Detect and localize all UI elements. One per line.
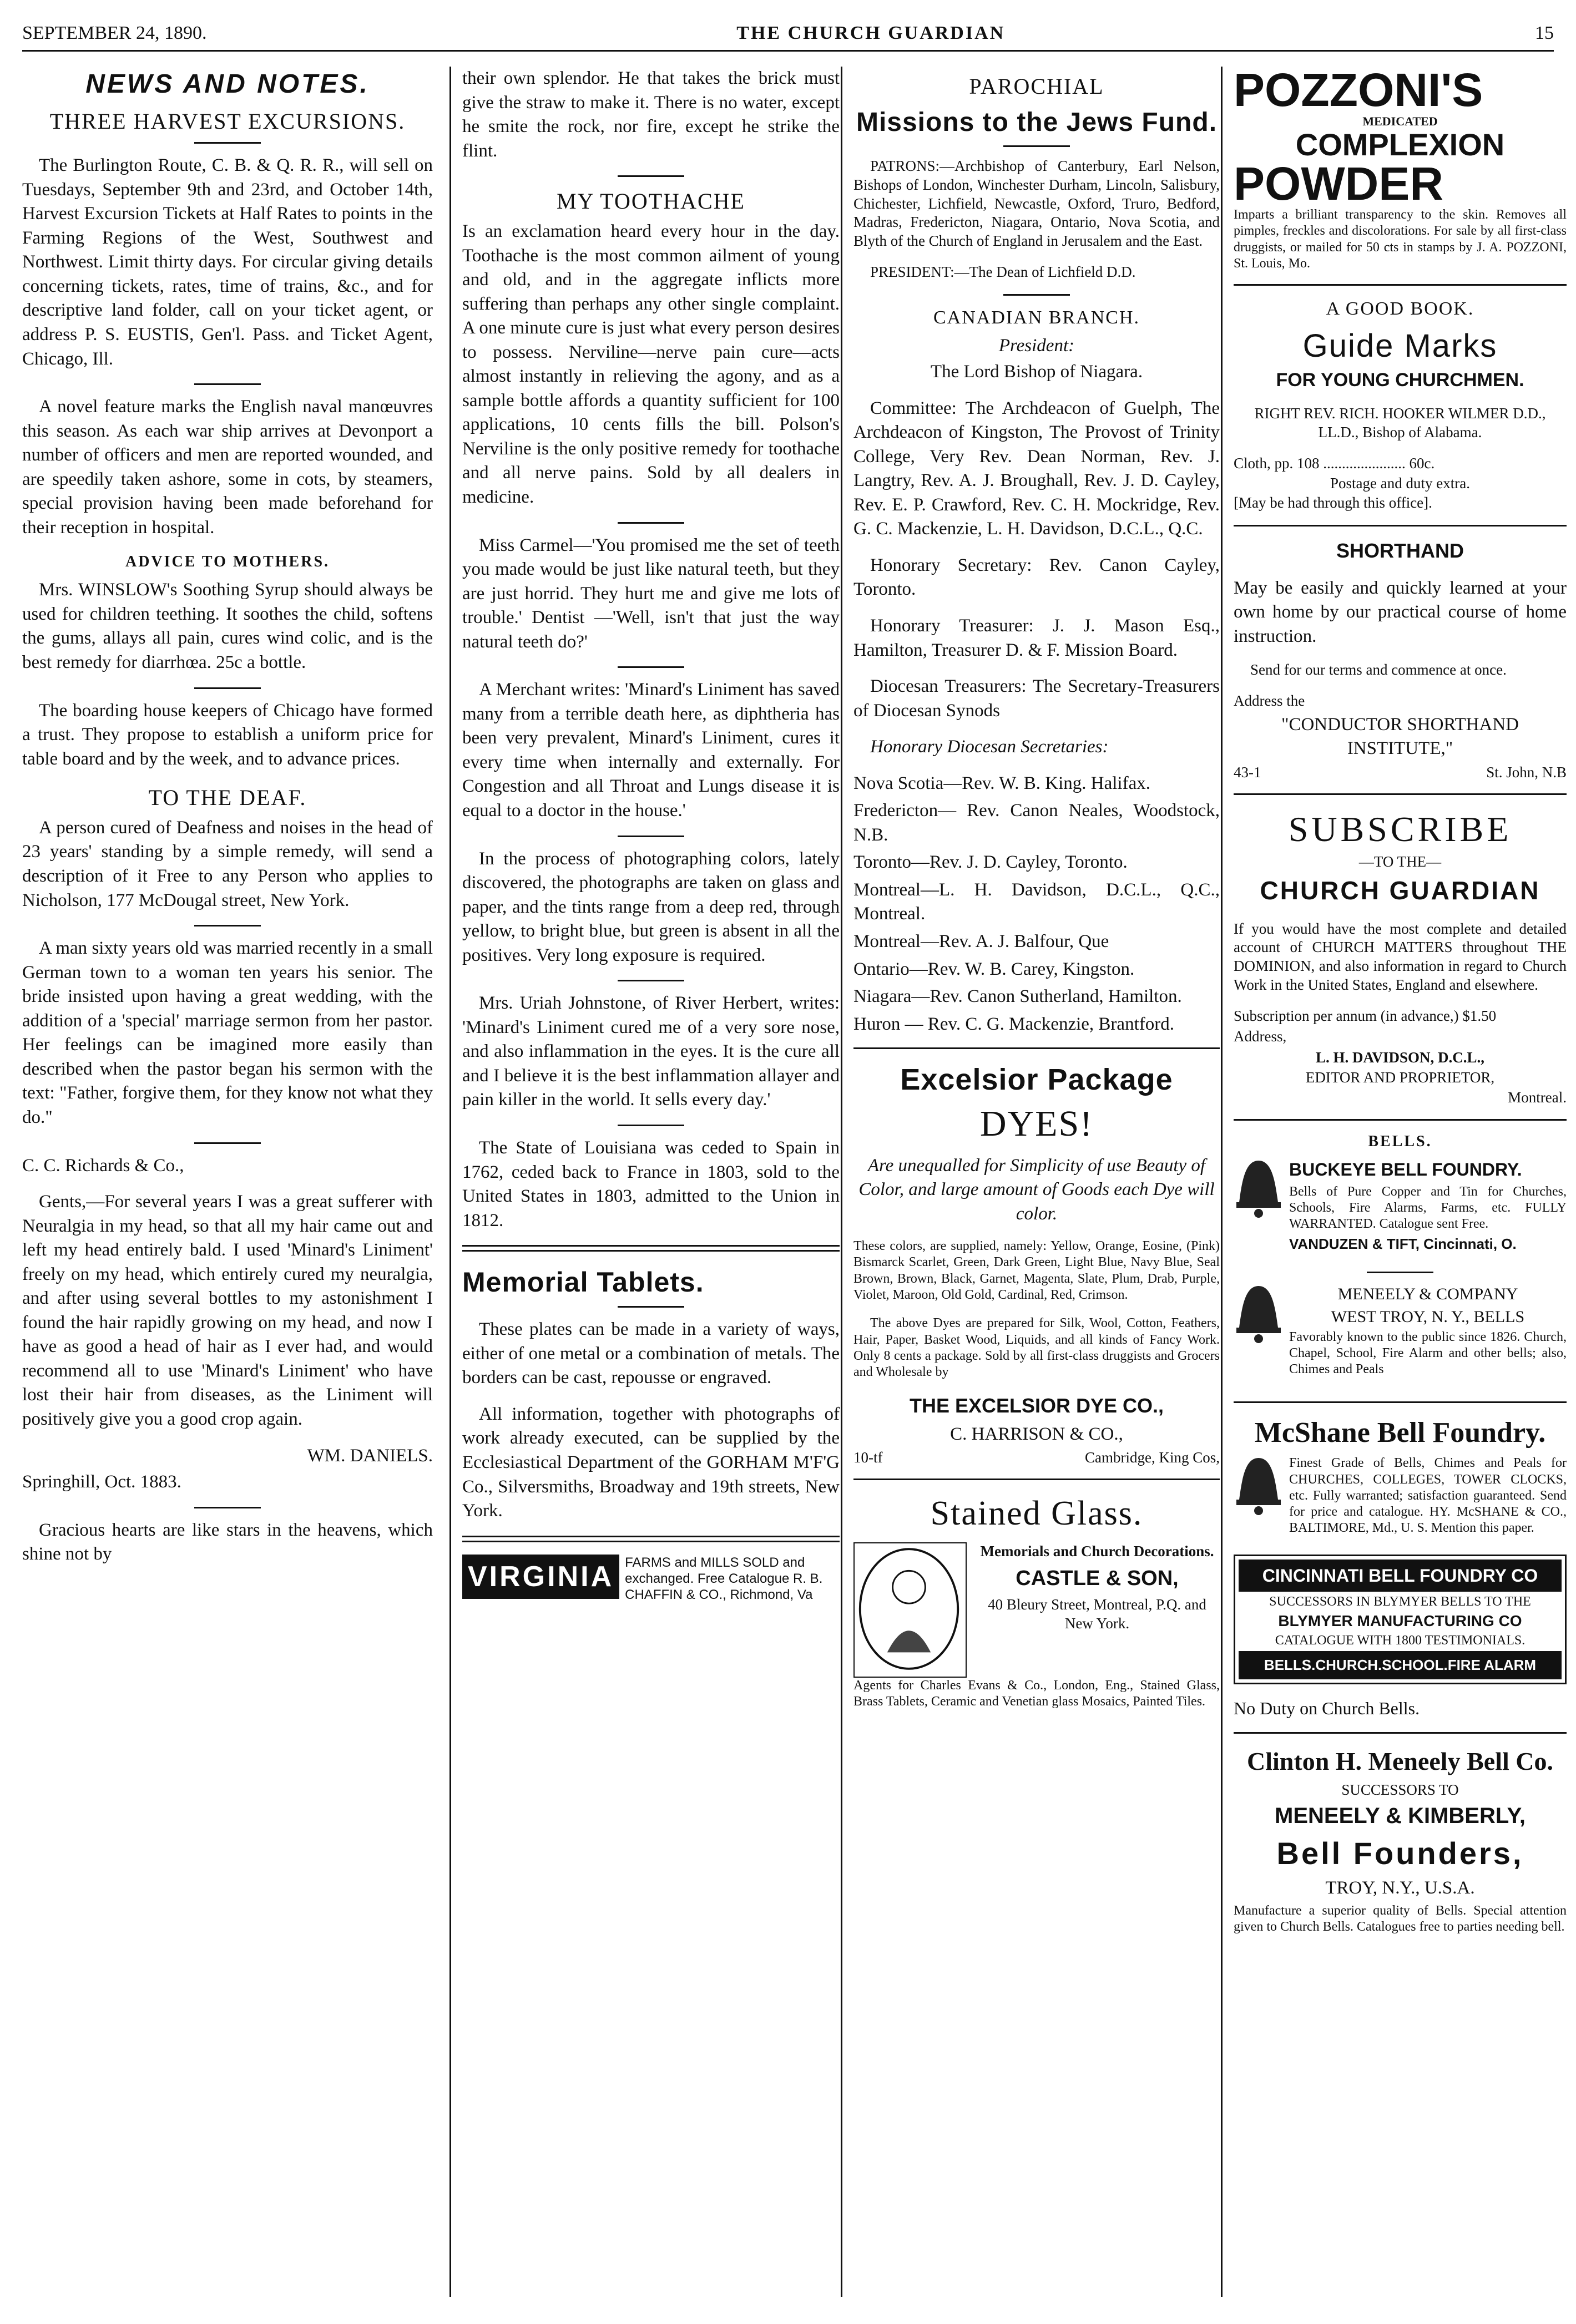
bell-icon bbox=[1234, 1283, 1284, 1344]
no-duty: No Duty on Church Bells. bbox=[1234, 1698, 1420, 1718]
harvest-article: The Burlington Route, C. B. & Q. R. R., will sell on Tuesdays, September 9th and 23rd, and October 14th, Harvest Excursion Tickets at Half Rates to points in the Farming Regions of the West, Southwest and Northwest. Limit thirty days. For circular giving details concerning tickets, rates, time of trains, &c., and for descriptive land folder, call on your ticket agent, or address P. S. EUSTIS, Gen'l. Pass. and Ticket Agent, Chicago, Ill. bbox=[22, 155, 433, 369]
german-article: A man sixty years old was married recently in a small German town to a woman ten years his senior. The bride insisted upon having a great wedding, with the addition of a 'special' marriage sermon from her pastor. Her feelings can be imagined more easily than described when the pastor began his sermon with the text: "Father, forgive them, for they know not what they do." bbox=[22, 938, 433, 1127]
photo-article: In the process of photographing colors, lately discovered, the photographs are taken on glass and paper, and the tints range from a deep red, through yellow, to bright blue, but green is absent in all the positives. Very long exposure is required. bbox=[462, 848, 840, 965]
meneely-kimberly: MENEELY & KIMBERLY, bbox=[1275, 1804, 1526, 1829]
book-postage: Postage and duty extra. bbox=[1330, 474, 1470, 492]
deaf-article: A person cured of Deafness and noises in the head of 23 years' standing by a simple remedy, will send a description of it Free to any Person who applies to Nicholson, 177 McDougal street, New York. bbox=[22, 817, 433, 910]
shorthand-send: Send for our terms and commence at once. bbox=[1250, 661, 1507, 679]
vanduzen-name: VANDUZEN & TIFT, Cincinnati, O. bbox=[1289, 1236, 1517, 1253]
president-name: The Lord Bishop of Niagara. bbox=[930, 362, 1143, 382]
continued-article: their own splendor. He that takes the brick must give the straw to make it. There is no water, except he smite the rock, nor fire, except he strike the flint. bbox=[462, 68, 840, 161]
carmel-article: Miss Carmel—'You promised me the set of teeth you made would be just like natural teeth, but they are just horrid. They hurt me and give me lots of trouble.' Dentist —'Well, isn't that just the way natural teeth do?' bbox=[462, 535, 840, 652]
diocese-item: Nova Scotia—Rev. W. B. King. Halifax. bbox=[853, 773, 1150, 793]
meneely-details bbox=[1289, 1283, 1567, 1390]
buckeye-details bbox=[1289, 1158, 1567, 1265]
davidson-name: L. H. DAVIDSON, D.C.L., bbox=[1315, 1049, 1485, 1066]
richards-letter: Gents,—For several years I was a great sufferer with Neuralgia in my head, so that all my hair came out and left my head entirely bald. I used 'Minard's Liniment' freely on my head, which entirely cured my neuralgia, and after using several bottles to my astonishment I found the hair rapidly growing on my head, and now I have as good a head of hair as I ever had, and would recommend all to use 'Minard's Liniment' who have lost their hair from diseases, as the Liniment will positively give you a good crop again. bbox=[22, 1192, 433, 1429]
divider bbox=[1003, 294, 1070, 296]
hon-diocesan-secretaries: Honorary Diocesan Secretaries: bbox=[870, 737, 1109, 757]
divider bbox=[618, 836, 684, 837]
castle-address: 40 Bleury Street, Montreal, P.Q. and New York. bbox=[988, 1596, 1206, 1632]
blymyer-name: BLYMYER MANUFACTURING CO bbox=[1278, 1612, 1522, 1630]
divider bbox=[618, 980, 684, 981]
parochial-heading: PAROCHIAL bbox=[969, 74, 1104, 99]
mcshane-ad bbox=[1234, 1455, 1567, 1548]
mothers-article: Mrs. WINSLOW's Soothing Syrup should always be used for children teething. It soothes the child, softens the gums, allays all pain, cures wind colic, and is the best remedy for diarrhœa. 25c a bottle. bbox=[22, 580, 433, 672]
guide-marks-title: Guide Marks bbox=[1302, 327, 1498, 364]
divider bbox=[1234, 793, 1567, 795]
harrison-place: Cambridge, King Cos, bbox=[1085, 1449, 1220, 1466]
shorthand-ref: 43-1 bbox=[1234, 763, 1261, 781]
divider bbox=[618, 175, 684, 177]
cincinnati-ad bbox=[1234, 1555, 1567, 1684]
west-troy: WEST TROY, N. Y., BELLS bbox=[1331, 1308, 1525, 1326]
editor-label: EDITOR AND PROPRIETOR, bbox=[1305, 1069, 1495, 1086]
subscription-price: Subscription per annum (in advance,) $1.50 bbox=[1234, 1007, 1497, 1024]
for-young-churchmen: FOR YOUNG CHURCHMEN. bbox=[1276, 369, 1524, 391]
divider bbox=[618, 666, 684, 668]
memorial-heading: Memorial Tablets. bbox=[462, 1267, 704, 1298]
dyes-heading: DYES! bbox=[979, 1103, 1094, 1145]
boarding-article: The boarding house keepers of Chicago have formed a trust. They propose to establish a uniform price for table board and by the week, and to advance prices. bbox=[22, 700, 433, 769]
meneely-name: MENEELY & COMPANY bbox=[1337, 1284, 1518, 1303]
stained-details bbox=[974, 1542, 1220, 1636]
johnstone-article: Mrs. Uriah Johnstone, of River Herbert, writes: 'Minard's Liniment cured me of a very sore nose, and also inflammation in the eyes. It is the cure all and I believe it is the best inflammation allayer and pain killer in the world. It sells every day.' bbox=[462, 993, 840, 1110]
bell-founders: Bell Founders, bbox=[1276, 1836, 1524, 1871]
mothers-heading: ADVICE TO MOTHERS. bbox=[125, 553, 330, 571]
divider bbox=[853, 1479, 1220, 1480]
diocese-item: Toronto—Rev. J. D. Cayley, Toronto. bbox=[853, 852, 1128, 873]
stained-heading: Stained Glass. bbox=[930, 1495, 1143, 1533]
stained-ad bbox=[853, 1542, 1220, 1678]
powder-label: POWDER bbox=[1234, 158, 1443, 210]
hon-treasurer: Honorary Treasurer: J. J. Mason Esq., Hamilton, Treasurer D. & F. Mission Board. bbox=[853, 616, 1220, 660]
castle-name: CASTLE & SON, bbox=[1016, 1566, 1179, 1590]
book-author: RIGHT REV. RICH. HOOKER WILMER D.D., LL.D., Bishop of Alabama. bbox=[1254, 405, 1546, 441]
shorthand-heading: SHORTHAND bbox=[1336, 539, 1464, 563]
diocese-item: Montreal—Rev. A. J. Balfour, Que bbox=[853, 931, 1109, 952]
shorthand-footer bbox=[1234, 763, 1567, 782]
divider bbox=[1234, 525, 1567, 526]
divider bbox=[1003, 145, 1070, 147]
virginia-logo: VIRGINIA bbox=[462, 1555, 619, 1599]
richards-name: C. C. Richards & Co., bbox=[22, 1155, 184, 1176]
diocese-item: Montreal—L. H. Davidson, D.C.L., Q.C., Montreal. bbox=[853, 879, 1220, 924]
montreal-label: Montreal. bbox=[1508, 1088, 1567, 1106]
buckeye-ad bbox=[1234, 1158, 1567, 1265]
subscribe-text: If you would have the most complete and detailed account of CHURCH MATTERS throughout THE DOMINION, and also information in regard to Church Work in the United States, England and elsewhere. bbox=[1234, 920, 1567, 993]
divider bbox=[618, 1125, 684, 1126]
diocese-item: Huron — Rev. C. G. Mackenzie, Brantford. bbox=[853, 1014, 1174, 1034]
double-rule bbox=[462, 1245, 840, 1252]
divider bbox=[194, 925, 261, 926]
canadian-heading: CANADIAN BRANCH. bbox=[933, 307, 1140, 328]
divider bbox=[1234, 1119, 1567, 1121]
president-label: President: bbox=[998, 335, 1075, 356]
buckeye-name: BUCKEYE BELL FOUNDRY. bbox=[1289, 1160, 1522, 1180]
complexion-label: COMPLEXION bbox=[1295, 127, 1505, 163]
blymyer-pre: SUCCESSORS IN BLYMYER BELLS TO THE bbox=[1269, 1594, 1531, 1609]
page-number: 15 bbox=[1535, 23, 1554, 43]
clinton-text: Manufacture a superior quality of Bells. Special attention given to Church Bells. Catalogues free to parties needing bell. bbox=[1234, 1903, 1567, 1934]
richards-place: Springhill, Oct. 1883. bbox=[22, 1472, 181, 1492]
news-heading: NEWS AND NOTES. bbox=[85, 69, 370, 99]
shorthand-text: May be easily and quickly learned at your own home by our practical course of home instruction. bbox=[1234, 578, 1567, 646]
pozzoni-logo: POZZONI'S bbox=[1234, 67, 1483, 116]
double-rule bbox=[462, 1536, 840, 1542]
divider bbox=[194, 142, 261, 144]
patrons-text: PATRONS:—Archbishop of Canterbury, Earl Nelson, Bishops of London, Winchester Durham, Lincoln, Salisbury, Chichester, Lichfield, Newcastle, Oxford, Truro, Bedford, Madras, Fredericton, Niagara, Ontario, Nova Scotia, and Blyth of the Church of England in Jerusalem and the East. bbox=[853, 158, 1220, 250]
church-guardian-label: CHURCH GUARDIAN bbox=[1260, 875, 1540, 905]
bells-banner: BELLS.CHURCH.SCHOOL.FIRE ALARM bbox=[1239, 1651, 1562, 1679]
president-text: PRESIDENT:—The Dean of Lichfield D.D. bbox=[870, 263, 1136, 280]
successors-label: SUCCESSORS TO bbox=[1341, 1781, 1459, 1798]
masthead bbox=[22, 17, 1554, 52]
excelsior-heading: Excelsior Package bbox=[900, 1063, 1173, 1097]
committee-text: Committee: The Archdeacon of Guelph, The Archdeacon of Kingston, The Provost of Trinity College, Very Rev. Dean Norman, Rev. J. Langtry, Rev. A. J. Broughall, Rev. J. D. Cayley, Rev. E. P. Crawford, Rev. C. H. Mockridge, Rev. G. C. Mackenzie, L. H. Davidson, D.C.L., Q.C. bbox=[853, 398, 1220, 539]
diocese-list bbox=[853, 772, 1220, 1036]
clinton-name: Clinton H. Meneely Bell Co. bbox=[1247, 1746, 1553, 1775]
newspaper-title: THE CHURCH GUARDIAN bbox=[736, 23, 1006, 43]
cincinnati-banner: CINCINNATI BELL FOUNDRY CO bbox=[1239, 1560, 1562, 1592]
virginia-ad bbox=[462, 1555, 840, 1603]
memorial-text-1: These plates can be made in a variety of ways, either of one metal or a combination of metals. The borders can be cast, repousse or engraved. bbox=[462, 1319, 840, 1388]
buckeye-text: Bells of Pure Copper and Tin for Churches, Schools, Fire Alarms, Farms, etc. FULLY WARRANTED. Catalogue sent Free. bbox=[1289, 1184, 1567, 1232]
shorthand-address-label: Address the bbox=[1234, 692, 1305, 710]
divider bbox=[194, 1142, 261, 1144]
divider bbox=[194, 1507, 261, 1508]
diocese-item: Fredericton— Rev. Canon Neales, Woodstock, N.B. bbox=[853, 801, 1220, 845]
divider bbox=[618, 1306, 684, 1308]
bell-icon bbox=[1234, 1158, 1284, 1219]
diocese-item: Ontario—Rev. W. B. Carey, Kingston. bbox=[853, 959, 1135, 979]
missions-heading: Missions to the Jews Fund. bbox=[856, 107, 1218, 137]
newspaper-page bbox=[22, 17, 1567, 2308]
divider bbox=[194, 687, 261, 689]
virginia-text: FARMS and MILLS SOLD and exchanged. Free Catalogue R. B. CHAFFIN & CO., Richmond, Va bbox=[625, 1555, 823, 1603]
divider bbox=[853, 1047, 1220, 1049]
gracious-article: Gracious hearts are like stars in the heavens, which shine not by bbox=[22, 1520, 433, 1564]
column-3 bbox=[841, 67, 1220, 2297]
bell-icon bbox=[1234, 1455, 1284, 1516]
stained-glass-illustration bbox=[853, 1542, 967, 1678]
louisiana-article: The State of Louisiana was ceded to Spain in 1762, ceded back to France in 1803, sold to the United States in 1803, admitted to the Union in 1812. bbox=[462, 1138, 840, 1231]
divider bbox=[1367, 1272, 1433, 1273]
meneely-text: Favorably known to the public since 1826. Church, Chapel, School, Fire Alarm and other bells; also, Chimes and Peals bbox=[1289, 1329, 1567, 1377]
mcshane-text: Finest Grade of Bells, Chimes and Peals for CHURCHES, COLLEGES, TOWER CLOCKS, etc. Fully warranted; satisfaction guaranteed. Send for price and catalogue. HY. McSHANE & CO., BALTIMORE, Md., U. S. Mention this paper. bbox=[1289, 1456, 1567, 1536]
pozzoni-ad bbox=[1234, 67, 1567, 272]
diocesan-treasurers: Diocesan Treasurers: The Secretary-Treasurers of Diocesan Synods bbox=[853, 676, 1220, 721]
richards-signature: WM. DANIELS. bbox=[307, 1445, 433, 1466]
good-book-heading: A GOOD BOOK. bbox=[1326, 298, 1474, 320]
toothache-heading: MY TOOTHACHE bbox=[557, 189, 745, 214]
dyes-text: The above Dyes are prepared for Silk, Wool, Cotton, Feathers, Hair, Paper, Basket Wood, Liquids, and all kinds of Fancy Work. Only 8 cents a package. Sold by all first-class druggists and Grocers and Wholesale by bbox=[853, 1316, 1220, 1380]
merchant-article: A Merchant writes: 'Minard's Liniment has saved many from a terrible death here, as diphtheria has been very prevalent, Minard's Liniment, cures it every time when internally and externally. For Congestion and all Throat and Lungs disease it is equal to a doctor in the house.' bbox=[462, 680, 840, 821]
memorial-text-2: All information, together with photographs of work already executed, can be supplied by the Ecclesiastical Department of the GORHAM M'F'G Co., Silversmiths, Broadway and 19th streets, New York. bbox=[462, 1404, 840, 1521]
shorthand-place: St. John, N.B bbox=[1486, 763, 1567, 781]
divider bbox=[194, 383, 261, 385]
shorthand-institute: "CONDUCTOR SHORTHAND INSTITUTE," bbox=[1281, 714, 1519, 759]
troy-place: TROY, N.Y., U.S.A. bbox=[1325, 1878, 1475, 1898]
deaf-heading: TO THE DEAF. bbox=[148, 785, 307, 811]
book-price: Cloth, pp. 108 ...................... 60c. bbox=[1234, 454, 1435, 472]
naval-article: A novel feature marks the English naval manœuvres this season. As each war ship arrives at Devonport a number of officers and men are reported wounded, and are speedily taken ashore, some in cots, by steamers, special provision having been made beforehand for their reception in hospital. bbox=[22, 397, 433, 538]
castle-agents: Agents for Charles Evans & Co., London, Eng., Stained Glass, Brass Tablets, Ceramic and Venetian glass Mosaics, Painted Tiles. bbox=[853, 1678, 1220, 1709]
book-note: [May be had through this office]. bbox=[1234, 494, 1432, 512]
divider bbox=[1234, 1732, 1567, 1734]
divider bbox=[1234, 284, 1567, 286]
subscription-address-label: Address, bbox=[1234, 1028, 1287, 1045]
column-4 bbox=[1221, 67, 1567, 2297]
hon-secretary: Honorary Secretary: Rev. Canon Cayley, Toronto. bbox=[853, 555, 1220, 600]
harvest-heading: THREE HARVEST EXCURSIONS. bbox=[49, 109, 406, 134]
stained-glass-icon bbox=[855, 1543, 963, 1674]
divider bbox=[618, 522, 684, 524]
bells-heading: BELLS. bbox=[1368, 1133, 1432, 1151]
harrison-footer bbox=[853, 1449, 1220, 1467]
toothache-article: Is an exclamation heard every hour in the day. Toothache is the most common ailment of young and old, and in the aggregate inflicts more suffering than perhaps any other single complaint. A one minute cure is just what every person desires to possess. Nerviline—nerve pain cure—acts almost instantly in relieving the agony, and as a sample bottle affords a quantity sufficient for 100 applications, 10 cents fills the bill. Polson's Nerviline is the only positive remedy for toothache and all nerve pains. Sold by all dealers in medicine. bbox=[462, 221, 840, 507]
meneely-ad bbox=[1234, 1283, 1567, 1390]
blymyer-catalogue: CATALOGUE WITH 1800 TESTIMONIALS. bbox=[1275, 1633, 1526, 1648]
divider bbox=[1234, 1401, 1567, 1403]
column-1 bbox=[22, 67, 433, 2297]
dyes-colors: These colors, are supplied, namely: Yellow, Orange, Eosine, (Pink) Bismarck Scarlet, Green, Dark Green, Light Blue, Navy Blue, Seal Brown, Brown, Black, Garnet, Magenta, Slate, Plum, Drab, Purple, Violet, Maroon, Old Gold, Cardinal, Red, Crimson. bbox=[853, 1239, 1220, 1303]
dyes-subtitle: Are unequalled for Simplicity of use Beauty of Color, and large amount of Goods each Dye will color. bbox=[858, 1155, 1215, 1224]
harrison-name: C. HARRISON & CO., bbox=[950, 1424, 1123, 1444]
mcshane-name: McShane Bell Foundry. bbox=[1254, 1416, 1546, 1449]
harrison-ref: 10-tf bbox=[853, 1449, 883, 1466]
column-2 bbox=[449, 67, 840, 2297]
issue-date: SEPTEMBER 24, 1890. bbox=[22, 23, 207, 43]
to-the-label: —TO THE— bbox=[1358, 853, 1442, 870]
pozzoni-text: Imparts a brilliant transparency to the skin. Removes all pimples, freckles and discolorations. For sale by all first-class druggists, or mailed for 50 cts in stamps by J. A. POZZONI, St. Louis, Mo. bbox=[1234, 207, 1567, 271]
diocese-item: Niagara—Rev. Canon Sutherland, Hamilton. bbox=[853, 986, 1182, 1007]
excelsior-company: THE EXCELSIOR DYE CO., bbox=[909, 1394, 1164, 1417]
medicated-label: MEDICATED bbox=[1362, 114, 1438, 128]
stained-sub: Memorials and Church Decorations. bbox=[980, 1542, 1214, 1560]
subscribe-heading: SUBSCRIBE bbox=[1288, 809, 1512, 849]
